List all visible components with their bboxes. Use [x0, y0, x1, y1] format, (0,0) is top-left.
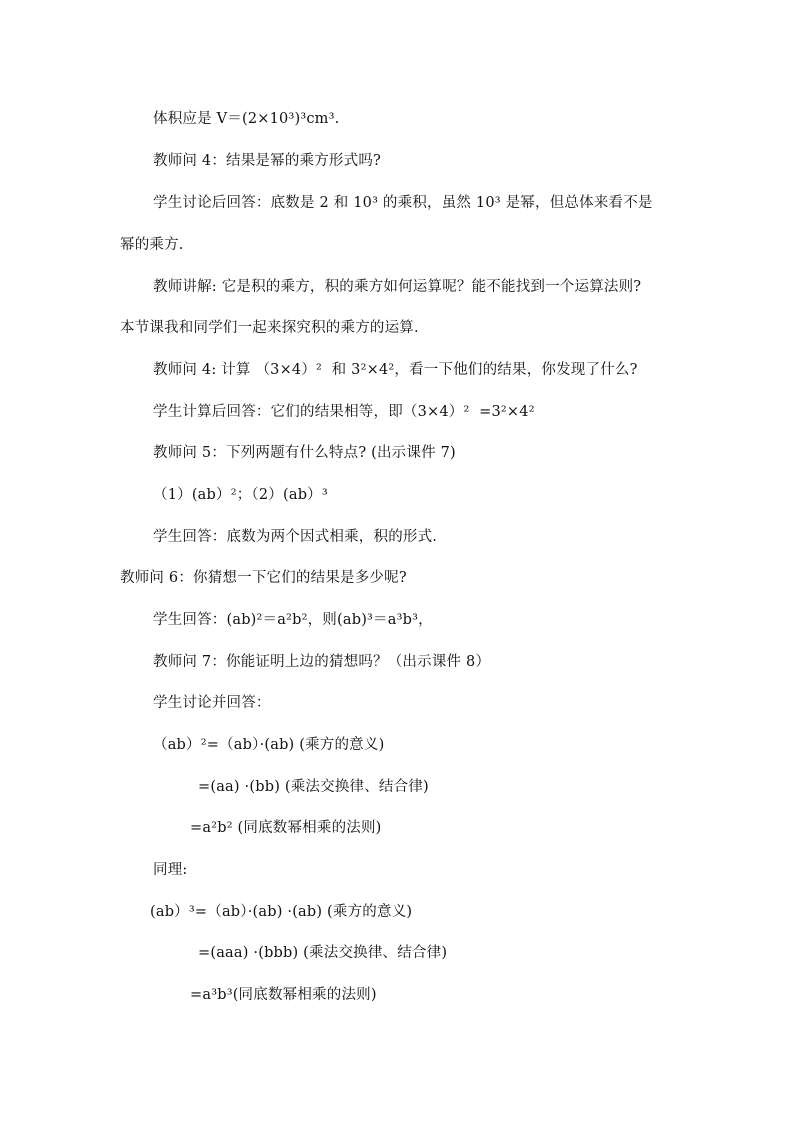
text-line-12: 教师问 6：你猜想一下它们的结果是多少呢? [120, 570, 407, 586]
text-line-6: 本节课我和同学们一起来探究积的乘方的运算. [120, 320, 419, 336]
proof-line-3: =a²b² (同底数幂相乘的法则) [190, 820, 382, 836]
text-line-tongli: 同理: [153, 862, 188, 878]
text-line-1: 体积应是 V＝(2×10³)³cm³. [153, 111, 340, 127]
proof-line-5: =(aaa) ·(bbb) (乘法交换律、结合律) [198, 945, 448, 961]
proof-line-6: =a³b³(同底数幂相乘的法则) [190, 987, 377, 1003]
text-line-2: 教师问 4：结果是幂的乘方形式吗? [153, 153, 382, 169]
proof-line-4: (ab）³=（ab）·(ab) ·(ab) (乘方的意义) [150, 904, 413, 920]
text-line-3: 学生讨论后回答：底数是 2 和 10³ 的乘积，虽然 10³ 是幂，但总体来看不是 [153, 195, 653, 211]
proof-line-2: =(aa) ·(bb) (乘法交换律、结合律) [198, 779, 429, 795]
proof-line-1: （ab）²=（ab）·(ab) (乘方的意义) [153, 737, 385, 753]
text-line-7: 教师问 4: 计算 （3×4）² 和 3²×4²，看一下他们的结果，你发现了什么? [153, 362, 638, 378]
text-line-15: 学生讨论并回答： [153, 695, 271, 711]
text-line-11: 学生回答：底数为两个因式相乘，积的形式. [153, 529, 438, 545]
text-line-8: 学生计算后回答：它们的结果相等，即（3×4）² =3²×4² [153, 404, 535, 420]
text-line-13: 学生回答：(ab)²＝a²b²，则(ab)³＝a³b³， [153, 612, 433, 628]
text-line-14: 教师问 7：你能证明上边的猜想吗？（出示课件 8） [153, 654, 491, 670]
text-line-5: 教师讲解: 它是积的乘方，积的乘方如何运算呢？能不能找到一个运算法则? [153, 279, 642, 295]
text-line-9: 教师问 5：下列两题有什么特点? (出示课件 7) [153, 445, 456, 461]
text-line-10: （1）(ab）²；（2）(ab）³ [153, 487, 328, 503]
text-line-4: 幂的乘方. [120, 237, 184, 253]
